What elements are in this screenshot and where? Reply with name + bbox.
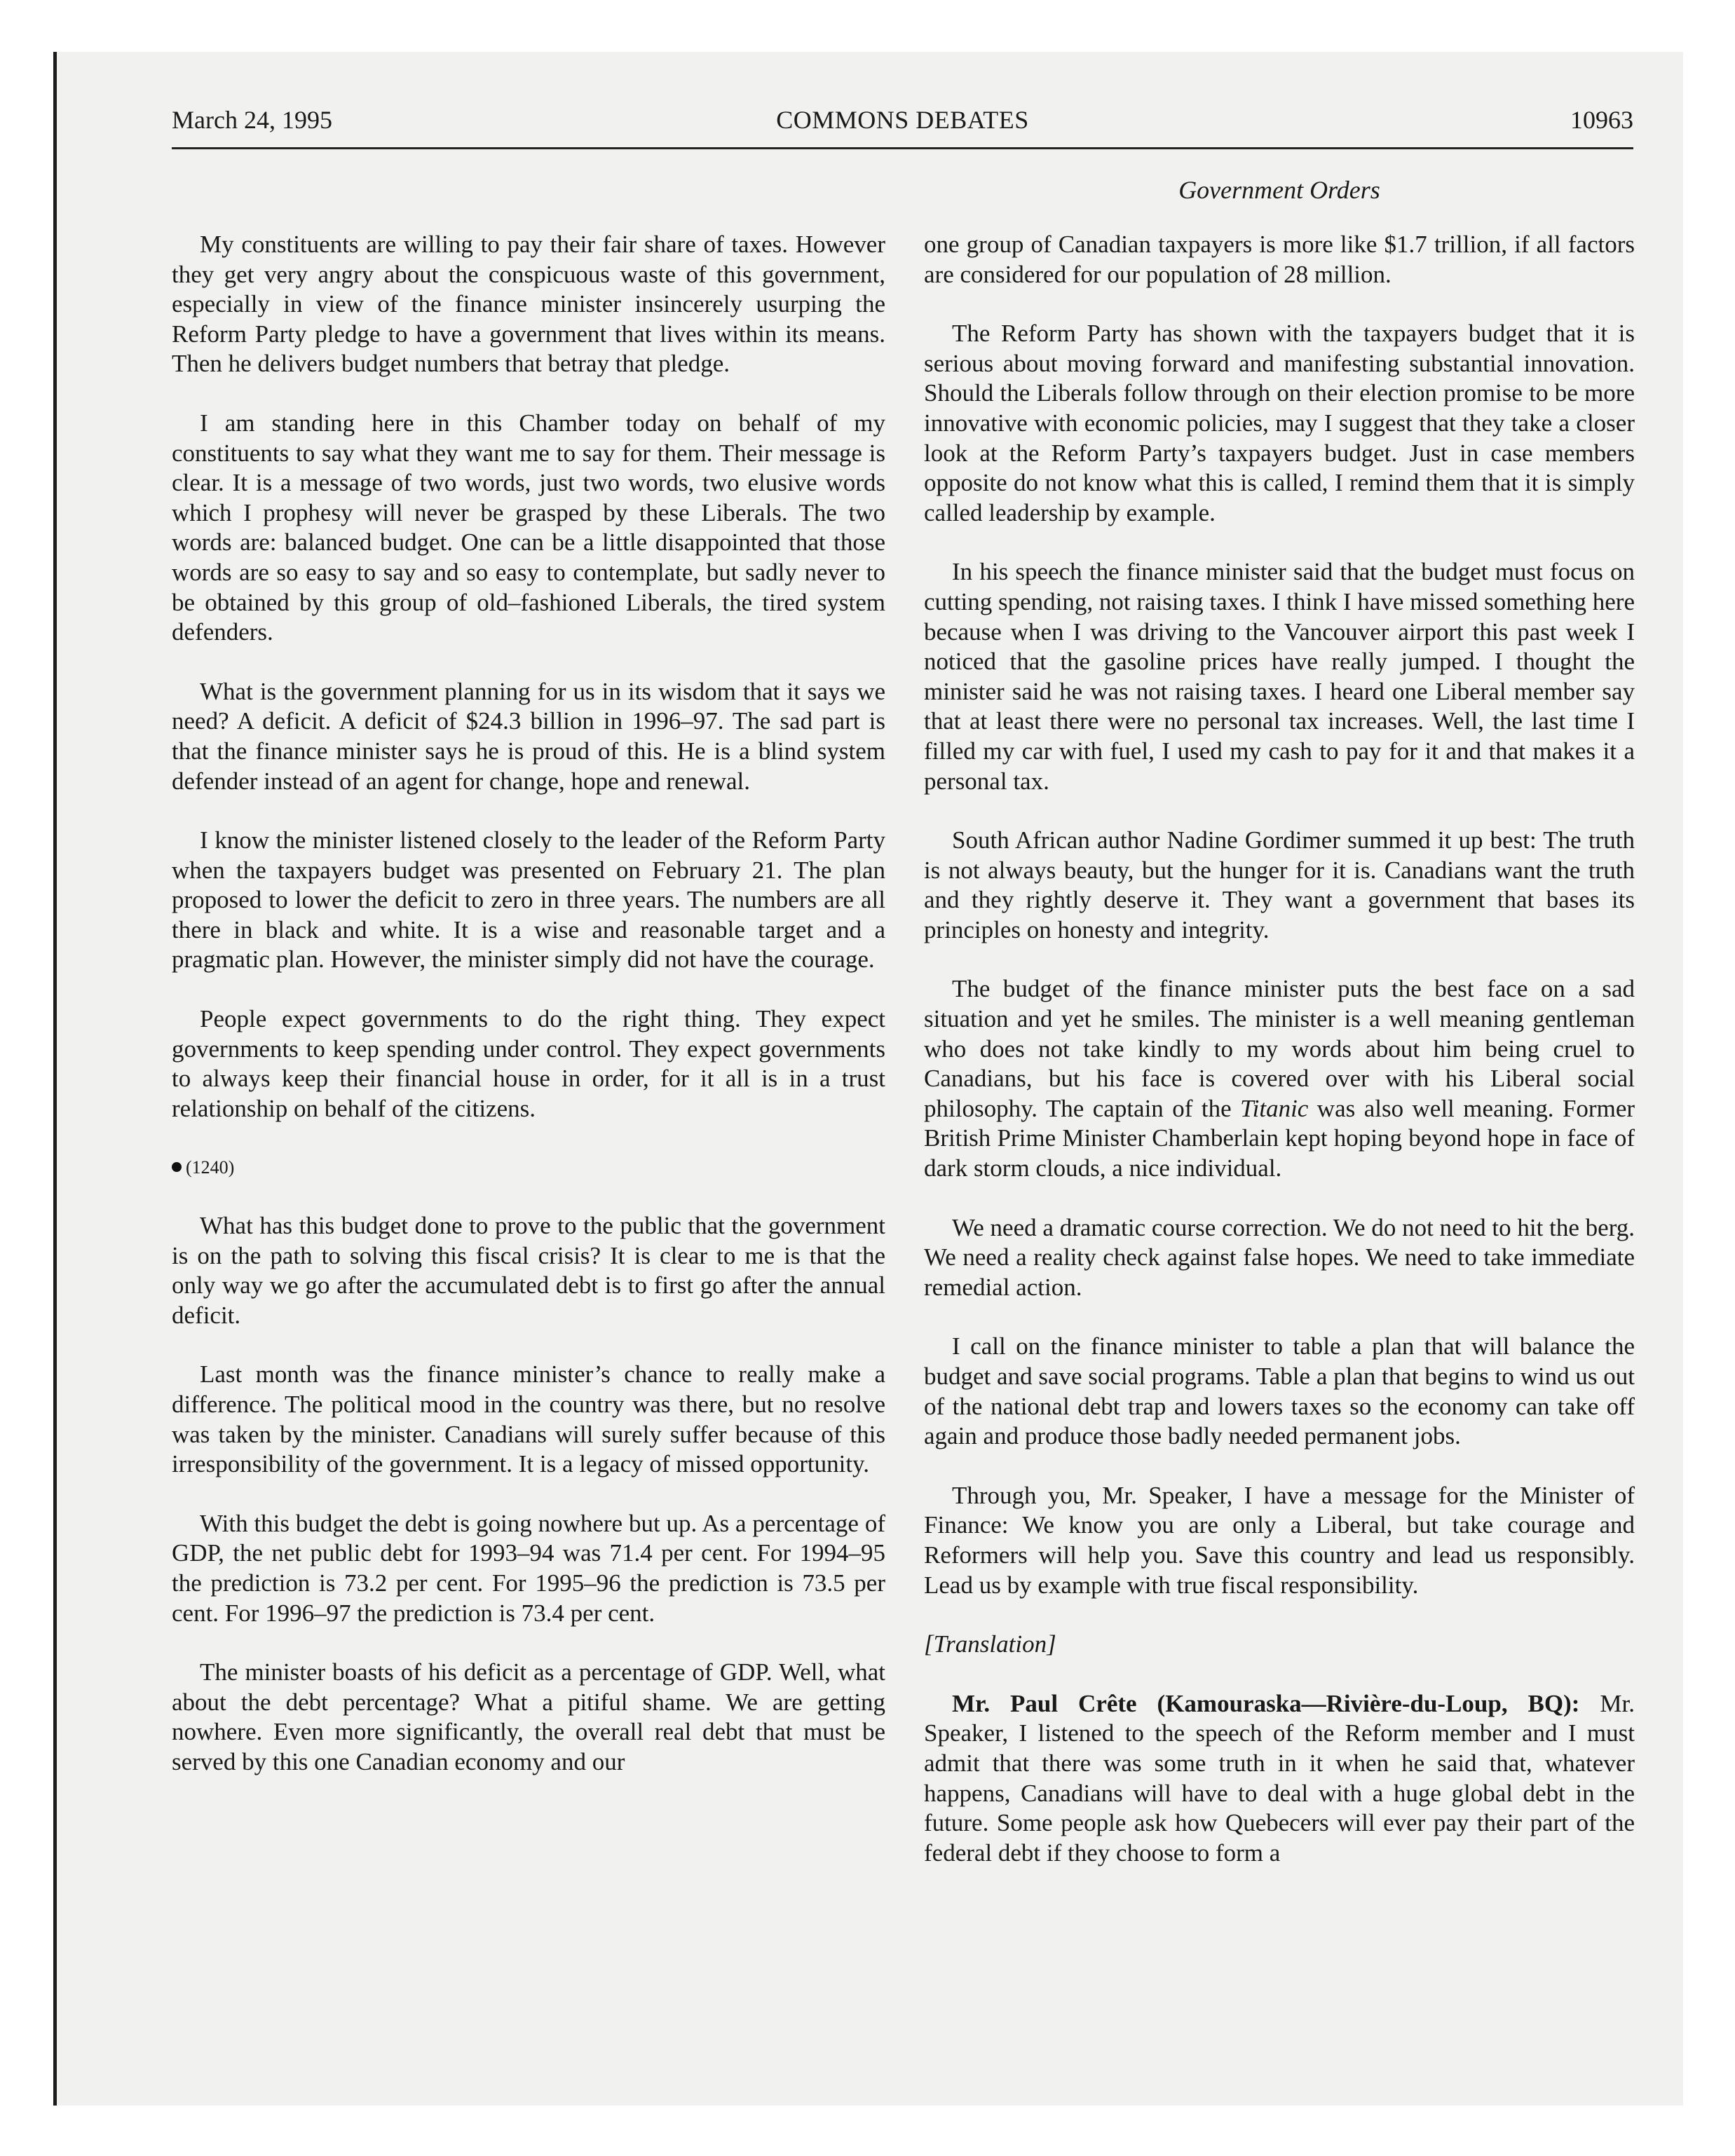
paragraph: The Reform Party has shown with the taxpayers budget that it is serious about moving forward and manifesting substantial innovation. Should the Liberals follow through on their election promise to be more innovative with economic policies, may I suggest that they take a closer look at the Reform Party’s taxpayers budget. Just in case members opposite do not know what this is called, I remind them that it is simply called leadership by example. xyxy=(924,320,1635,526)
page-header xyxy=(172,104,1633,149)
paragraph-text: Mr. Speaker, I listened to the speech of the Reform member and I must admit that there was some truth in it when he said that, whatever happens, Canadians will have to deal with a huge global debt in the future. Some people ask how Quebecers will ever pay their part of the federal debt if they choose to form a xyxy=(924,1689,1635,1867)
paragraph: Through you, Mr. Speaker, I have a message for the Minister of Finance: We know you are only a Liberal, but take courage and Reformers will help you. Save this country and lead us responsibly. Lead us by example with true fiscal responsibility. xyxy=(924,1481,1635,1599)
header-title: COMMONS DEBATES xyxy=(776,106,1029,134)
bullet-icon xyxy=(172,1162,182,1172)
paragraph: What has this budget done to prove to the public that the government is on the path to solving this fiscal crisis? It is clear to me is that the only way we go after the accumulated debt is to first go after the annual deficit. xyxy=(172,1212,885,1329)
timestamp-text: (1240) xyxy=(186,1157,235,1178)
paragraph: I call on the finance minister to table a plan that will balance the budget and save social programs. Table a plan that begins to wind us out of the national debt trap and lowers taxes so the economy can take off again and produce those badly needed permanent jobs. xyxy=(924,1332,1635,1450)
paragraph: In his speech the finance minister said that the budget must focus on cutting spending, not raising taxes. I think I have missed something here because when I was driving to the Vancouver airport this past week I noticed that the gasoline prices have really jumped. I thought the minister said he was not raising taxes. I heard one Liberal member say that at least there were no personal tax increases. Well, the last time I filled my car with fuel, I used my cash to pay for it and that makes it a personal tax. xyxy=(924,558,1635,795)
paragraph: Last month was the finance minister’s chance to really make a difference. The political mood in the country was there, but no resolve was taken by the minister. Canadians will surely suffer because of this irresponsibility of the government. It is a legacy of missed opportunity. xyxy=(172,1360,885,1478)
left-column xyxy=(172,230,885,1807)
speaker-paragraph xyxy=(924,1689,1635,1869)
paragraph: I am standing here in this Chamber today on behalf of my constituents to say what they want me to say for them. Their message is clear. It is a message of two words, just two words, two elusive words which I prophesy will never be grasped by these Liberals. The two words are: balanced budget. One can be a little disappointed that those words are so easy to say and so easy to contemplate, but sadly never to be obtained by this group of old–fashioned Liberals, the tired system defenders. xyxy=(172,409,885,646)
translation-marker: [Translation] xyxy=(924,1630,1056,1658)
speaker-name: Mr. Paul Crête (Kamouraska—Rivière-du-Loup, BQ): xyxy=(952,1689,1580,1717)
right-column xyxy=(924,230,1635,1897)
paragraph: I know the minister listened closely to the leader of the Reform Party when the taxpayers budget was presented on February 21. The plan proposed to lower the deficit to zero in three years. The numbers are all there in black and white. It is a wise and reasonable target and a pragmatic plan. However, the minister simply did not have the courage. xyxy=(172,826,885,974)
header-page-number: 10963 xyxy=(1570,106,1633,134)
paragraph: What is the government planning for us in its wisdom that it says we need? A deficit. A deficit of $24.3 billion in 1996–97. The sad part is that the finance minister says he is proud of this. He is a blind system defender instead of an agent for change, hope and renewal. xyxy=(172,677,885,795)
paragraph: People expect governments to do the right thing. They expect governments to keep spending under control. They expect governments to always keep their financial house in order, for it all is in a trust relationship on behalf of the citizens. xyxy=(172,1005,885,1122)
paragraph: We need a dramatic course correction. We do not need to hit the berg. We need a reality check against false hopes. We need to take immediate remedial action. xyxy=(924,1213,1635,1301)
paragraph-continued: one group of Canadian taxpayers is more like $1.7 trillion, if all factors are considered for our population of 28 million. xyxy=(924,231,1635,288)
timestamp-marker xyxy=(172,1153,885,1183)
paragraph-text: was also well meaning. Former British Prime Minister Chamberlain kept hoping beyond hope in face of dark storm clouds, a nice individual. xyxy=(924,1094,1635,1182)
paragraph xyxy=(924,974,1635,1183)
ship-name: Titanic xyxy=(1240,1094,1309,1122)
paragraph: My constituents are willing to pay their fair share of taxes. However they get very angry about the conspicuous waste of this government, especially in view of the finance minister insincerely usurping the Reform Party pledge to have a government that lives within its means. Then he delivers budget numbers that betray that pledge. xyxy=(172,231,885,378)
paragraph: With this budget the debt is going nowhere but up. As a percentage of GDP, the net public debt for 1993–94 was 71.4 per cent. For 1994–95 the prediction is 73.2 per cent. For 1995–96 the prediction is 73.5 per cent. For 1996–97 the prediction is 73.4 per cent. xyxy=(172,1509,885,1627)
paragraph: South African author Nadine Gordimer summed it up best: The truth is not always beauty, but the hunger for it is. Canadians want the truth and they rightly deserve it. They want a government that bases its principles on honesty and integrity. xyxy=(924,826,1635,943)
paragraph-text: The budget of the finance minister puts the best face on a sad situation and yet he smiles. The minister is a well meaning gentleman who does not take kindly to my words about him being cruel to Canadians, but his face is covered over with his Liberal social philosophy. The captain of the xyxy=(924,975,1635,1122)
header-date: March 24, 1995 xyxy=(172,106,332,134)
paragraph: The minister boasts of his deficit as a percentage of GDP. Well, what about the debt percentage? What a pitiful shame. We are getting nowhere. Even more significantly, the overall real debt that must be served by this one Canadian economy and our xyxy=(172,1658,885,1775)
section-title: Government Orders xyxy=(1178,176,1380,204)
